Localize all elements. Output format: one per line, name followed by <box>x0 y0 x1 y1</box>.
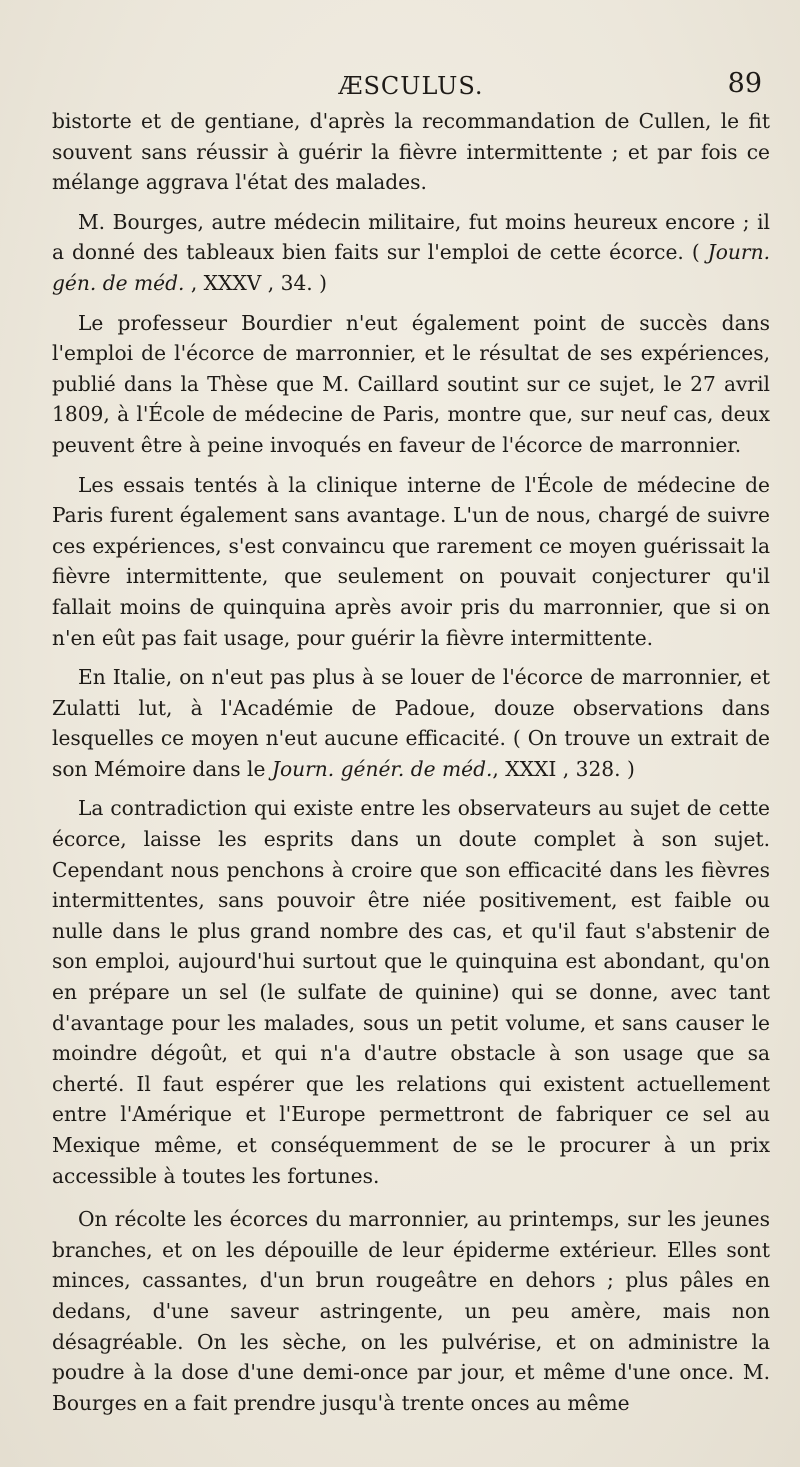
text-segment: M. Bourges, autre médecin militaire, fut moins heureux encore ; il a donné des tableaux bien faits sur l'emploi de cette écorce. ( <box>52 209 770 265</box>
paragraph <box>52 1204 770 1418</box>
paragraph <box>52 662 770 784</box>
paragraph <box>52 308 770 461</box>
text-segment: On récolte les écorces du marronnier, au printemps, sur les jeunes branches, et on les dépouille de leur épiderme extérieur. Elles sont minces, cassantes, d'un brun rougeâtre en dehors ; plus pâles en dedans, d'une saveur astringente, un peu amère, mais non désagréable. On les sèche, on les pulvérise, et on administre la poudre à la dose d'une demi-once par jour, et même d'une once. M. Bourges en a fait prendre jusqu'à trente onces au même <box>52 1207 770 1415</box>
running-head <box>52 62 770 106</box>
body-text <box>52 106 770 1418</box>
citation-title: Journ. gén. de méd. <box>52 240 770 295</box>
page-number: 89 <box>727 68 762 99</box>
text-segment: Les essais tentés à la clinique interne de l'École de médecine de Paris furent également sans avantage. L'un de nous, chargé de suivre ces expériences, s'est convaincu que rarement ce moyen guérissait la fièvre intermittente, que seulement on pouvait conjecturer qu'il fallait moins de quinquina après avoir pris du marronnier, que si on n'en eût pas fait usage, pour guérir la fièvre intermittente. <box>52 472 770 650</box>
text-segment: En Italie, on n'eut pas plus à se louer de l'écorce de marronnier, et Zulatti lut, à l'Académie de Padoue, douze observations dans lesquelles ce moyen n'eut aucune efficacité. ( On trouve un extrait de son Mémoire dans le <box>52 665 770 781</box>
text-segment: bistorte et de gentiane, d'après la recommandation de Cullen, le fit souvent sans réussir à guérir la fièvre intermittente ; et par fois ce mélange aggrava l'état des malades. <box>52 109 770 195</box>
paragraph <box>52 106 770 198</box>
citation-title: Journ. génér. de méd. <box>271 756 493 781</box>
text-segment: La contradiction qui existe entre les observateurs au sujet de cette écorce, laisse les esprits dans un doute complet à son sujet. Cependant nous penchons à croire que son efficacité dans les fièvres intermittentes, sans pouvoir être niée positivement, est faible ou nulle dans le plus grand nombre des cas, et qu'il faut s'abstenir de son emploi, aujourd'hui surtout que le quinquina est abondant, qu'on en prépare un sel (le sulfate de quinine) qui se donne, avec tant d'avantage pour les malades, sous un petit volume, et sans causer le moindre dégoût, et qui n'a d'autre obstacle à son usage que sa cherté. Il faut espérer que les relations qui existent actuellement entre l'Amérique et l'Europe permettront de fabriquer ce sel au Mexique même, et conséquemment de se le procurer à un prix accessible à toutes les fortunes. <box>52 796 770 1188</box>
text-segment: , XXXV , 34. ) <box>184 270 328 295</box>
text-segment: , XXXI , 328. ) <box>492 756 635 781</box>
paragraph <box>52 470 770 654</box>
running-head-title: ÆSCULUS. <box>338 72 484 100</box>
paragraph <box>52 793 770 1191</box>
text-segment: Le professeur Bourdier n'eut également point de succès dans l'emploi de l'écorce de marronnier, et le résultat de ses expériences, publié dans la Thèse que M. Caillard soutint sur ce sujet, le 27 avril 1809, à l'École de médecine de Paris, montre que, sur neuf cas, deux peuvent être à peine invoqués en faveur de l'écorce de marronnier. <box>52 310 770 457</box>
paragraph <box>52 207 770 299</box>
